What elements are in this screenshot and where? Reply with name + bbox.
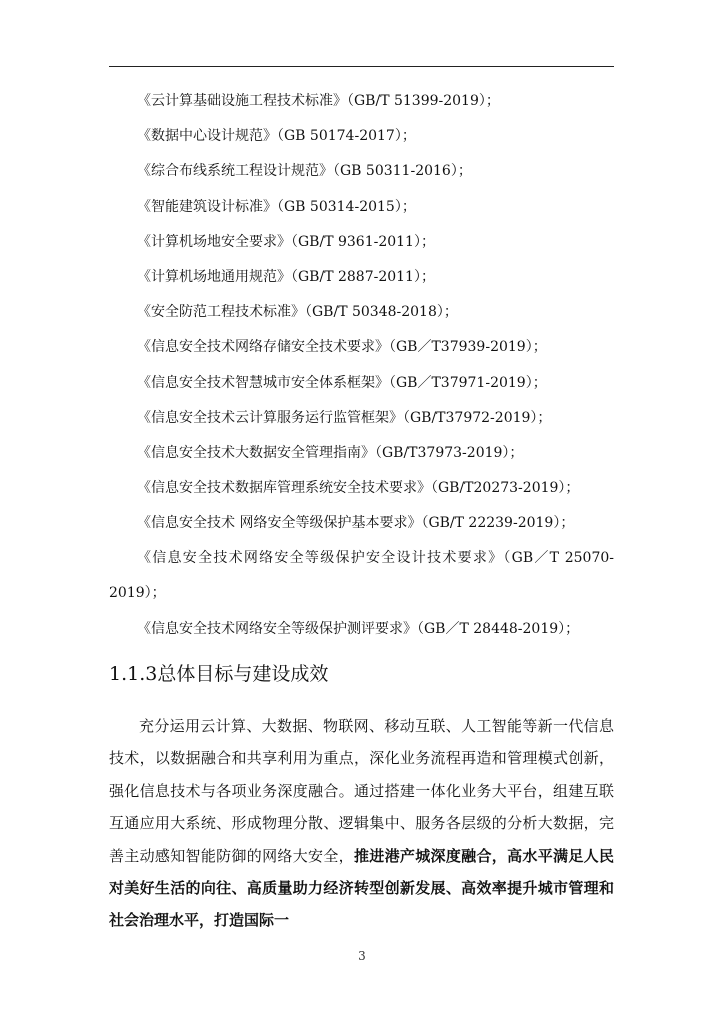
- section-heading: 1.1.3总体目标与建设成效: [109, 663, 329, 685]
- reference-item: 《综合布线系统工程设计规范》（GB 50311-2016）；: [137, 163, 472, 180]
- reference-item: 《信息安全技术网络安全等级保护安全设计技术要求》（GB／T 25070-2019）；: [109, 549, 614, 602]
- header-rule: [109, 66, 614, 67]
- reference-item: 《智能建筑设计标准》（GB 50314-2015）；: [137, 198, 416, 215]
- reference-item: 《数据中心设计规范》（GB 50174-2017）；: [137, 128, 416, 145]
- reference-item: 《信息安全技术大数据安全管理指南》（GB/T37973-2019）；: [137, 444, 524, 461]
- page-number: 3: [358, 949, 366, 963]
- reference-item: 《安全防范工程技术标准》（GB/T 50348-2018）；: [137, 304, 458, 321]
- reference-item: 《信息安全技术智慧城市安全体系框架》（GB／T37971-2019）；: [137, 374, 547, 391]
- body-text-bold: 推进港产城深度融合，高水平满足人民对美好生活的向往、高质量助力经济转型创新发展、高效率提升城市管理和社会治理水平，打造国际一: [109, 846, 614, 930]
- reference-list: [109, 92, 614, 655]
- body-paragraph: [109, 710, 614, 937]
- reference-item: 《信息安全技术云计算服务运行监管框架》（GB/T37972-2019）；: [137, 409, 552, 426]
- reference-item: 《云计算基础设施工程技术标准》（GB/T 51399-2019）；: [137, 93, 500, 109]
- body-text: 充分运用云计算、大数据、物联网、移动互联、人工智能等新一代信息技术，以数据融合和共享利用为重点，深化业务流程再造和管理模式创新，强化信息技术与各项业务深度融合。通过搭建一体化业务大平台，组建互联互通应用大系统、形成物理分散、逻辑集中、服务各层级的分析大数据，完善主动感知智能防御的网络大安全，: [109, 717, 614, 865]
- reference-item: 《信息安全技术 网络安全等级保护基本要求》（GB/T 22239-2019）；: [137, 515, 575, 532]
- reference-item: 《信息安全技术网络安全等级保护测评要求》（GB／T 28448-2019）；: [137, 620, 580, 637]
- reference-item: 《信息安全技术数据库管理系统安全技术要求》（GB/T20273-2019）；: [137, 480, 580, 497]
- reference-item: 《计算机场地安全要求》（GB/T 9361-2011）；: [137, 233, 435, 250]
- reference-item: 《计算机场地通用规范》（GB/T 2887-2011）；: [137, 268, 435, 285]
- reference-item: 《信息安全技术网络存储安全技术要求》（GB／T37939-2019）；: [137, 339, 547, 356]
